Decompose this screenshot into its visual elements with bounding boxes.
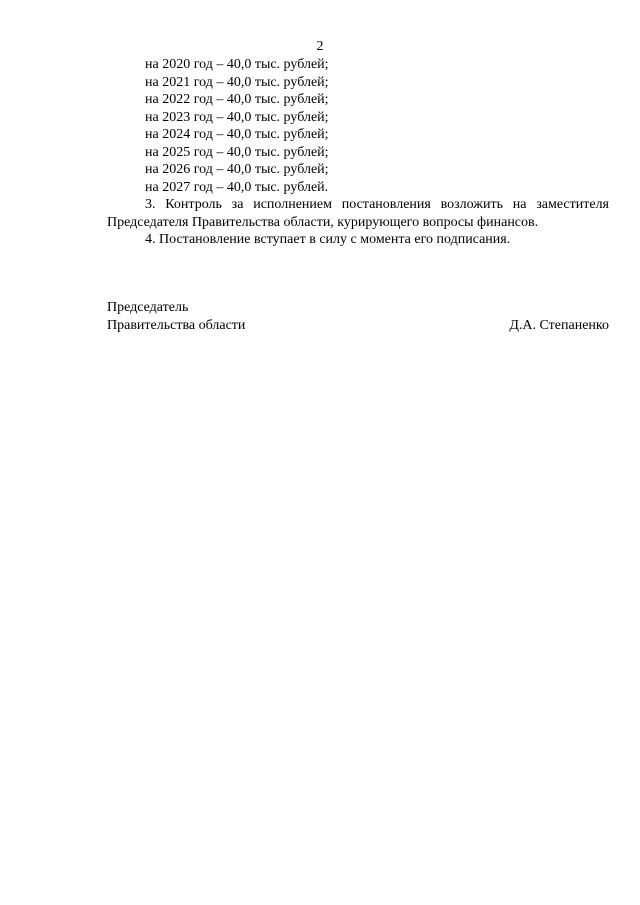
funding-line-2027: на 2027 год – 40,0 тыс. рублей. (145, 179, 329, 195)
document-body (107, 56, 609, 249)
funding-line-2022: на 2022 год – 40,0 тыс. рублей; (145, 92, 329, 107)
paragraph-3-line-2: Председателя Правительства области, курирующего вопросы финансов. (107, 214, 539, 230)
funding-line-2021: на 2021 год – 40,0 тыс. рублей; (145, 74, 329, 90)
signatory-name: Д.А. Степаненко (509, 318, 609, 333)
funding-line-2024: на 2024 год – 40,0 тыс. рублей; (145, 127, 329, 142)
funding-line-2026: на 2026 год – 40,0 тыс. рублей; (145, 162, 329, 177)
signatory-title-line-2: Правительства области (107, 318, 246, 333)
funding-line-2023: на 2023 год – 40,0 тыс. рублей; (145, 109, 329, 125)
signatory-title-line-1: Председатель (107, 300, 189, 315)
paragraph-4: 4. Постановление вступает в силу с момента его подписания. (145, 232, 511, 247)
paragraph-3-line-1: 3. Контроль за исполнением постановления возложить на заместителя (145, 197, 609, 212)
funding-line-2025: на 2025 год – 40,0 тыс. рублей; (145, 144, 329, 160)
page-number: 2 (316, 39, 324, 54)
funding-line-2020: на 2020 год – 40,0 тыс. рублей; (145, 57, 329, 72)
signature-block (107, 299, 609, 335)
signature-row (107, 317, 609, 335)
